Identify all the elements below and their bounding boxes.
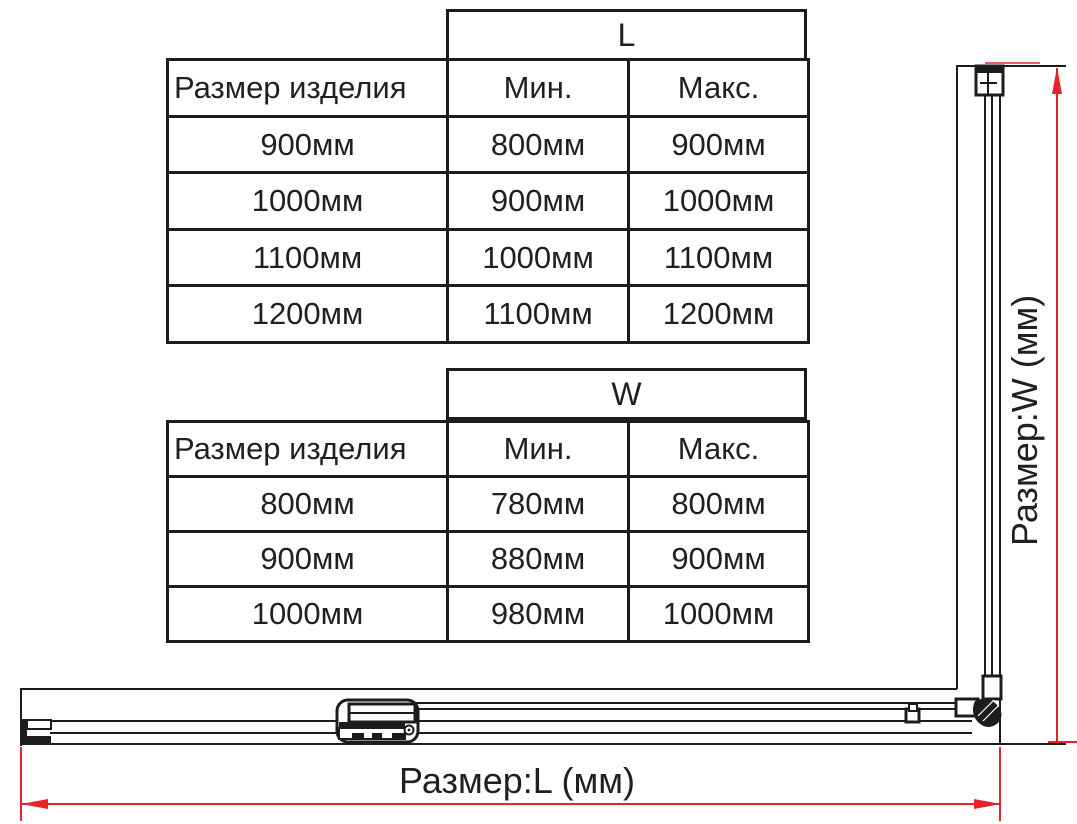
- col-header-product-size: Размер изделия: [168, 422, 448, 477]
- cell-max: 900мм: [629, 117, 809, 173]
- cell-max: 800мм: [629, 477, 809, 532]
- cell-size: 1200мм: [168, 286, 448, 343]
- cap-lower-tab: [27, 736, 51, 744]
- cell-max: 1000мм: [629, 587, 809, 642]
- col-header-max: Макс.: [629, 422, 809, 477]
- clip-nub: [909, 704, 917, 711]
- col-header-min: Мин.: [448, 422, 629, 477]
- dim-l-label: Размер:L (мм): [399, 760, 635, 801]
- dim-w-label: Размер:W (мм): [1004, 294, 1045, 546]
- cell-max: 900мм: [629, 532, 809, 587]
- cell-size: 800мм: [168, 477, 448, 532]
- carriage-screw-dot: [408, 729, 411, 732]
- cell-size: 1000мм: [168, 173, 448, 230]
- col-header-min: Мин.: [448, 60, 629, 117]
- dim-l-arrow-right: [974, 799, 1001, 809]
- cell-min: 980мм: [448, 587, 629, 642]
- cell-min: 800мм: [448, 117, 629, 173]
- cell-min: 1000мм: [448, 230, 629, 286]
- cell-max: 1200мм: [629, 286, 809, 343]
- carriage-tooth: [392, 733, 404, 738]
- cell-size: 900мм: [168, 117, 448, 173]
- mount-clip: [906, 704, 919, 722]
- carriage-tooth: [352, 733, 364, 738]
- cell-max: 1000мм: [629, 173, 809, 230]
- table-l-group-label: L: [617, 16, 636, 53]
- cell-size: 900мм: [168, 532, 448, 587]
- cell-size: 1000мм: [168, 587, 448, 642]
- cell-min: 1100мм: [448, 286, 629, 343]
- col-header-max: Макс.: [629, 60, 809, 117]
- cell-min: 880мм: [448, 532, 629, 587]
- cell-min: 900мм: [448, 173, 629, 230]
- carriage-tooth: [372, 733, 382, 738]
- cell-min: 780мм: [448, 477, 629, 532]
- corner-elbow: [973, 699, 1002, 727]
- rail-top-cap: [975, 65, 1004, 95]
- table-w-group-label: W: [611, 375, 642, 412]
- dim-w-arrow-up: [1052, 67, 1062, 94]
- cell-size: 1100мм: [168, 230, 448, 286]
- left-end-cap: [21, 719, 51, 745]
- roller-carriage: [337, 700, 418, 742]
- corner-fitting-vertical: [983, 676, 1001, 699]
- col-header-product-size: Размер изделия: [168, 60, 448, 117]
- cell-max: 1100мм: [629, 230, 809, 286]
- dim-l-arrow-left: [21, 799, 48, 809]
- cap-upper-tab: [27, 720, 51, 729]
- corner-connector: [956, 676, 1002, 727]
- top-cap-bar: [975, 65, 1004, 73]
